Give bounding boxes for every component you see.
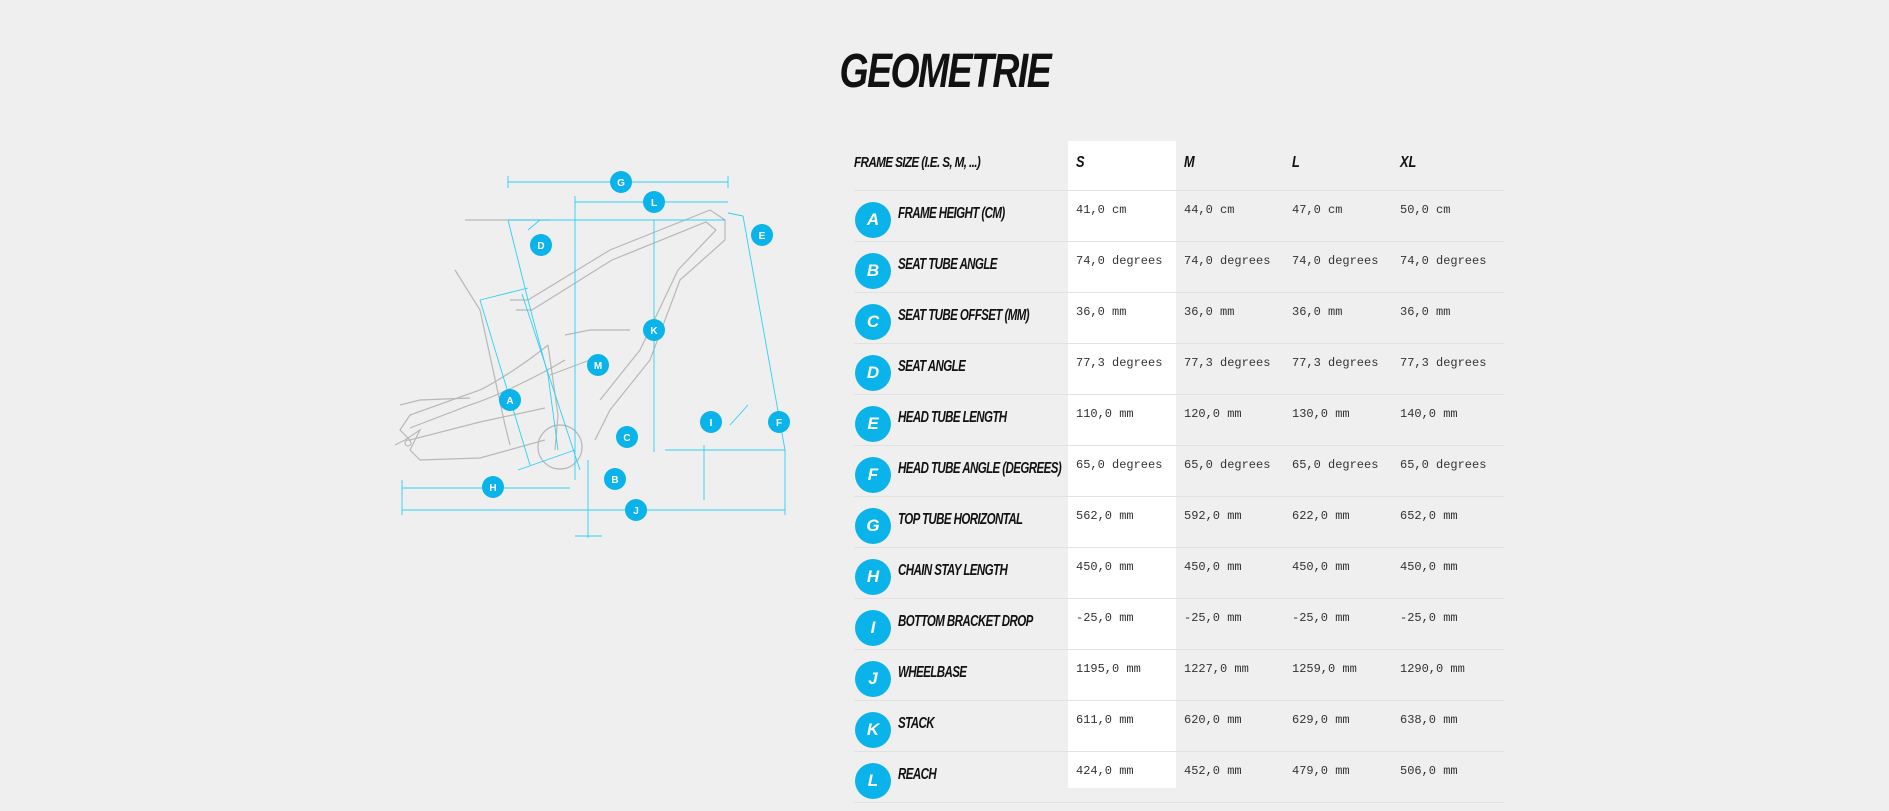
size-header-xl: XL [1400,154,1417,171]
row-letter-badge: F [855,457,891,493]
row-letter-badge: E [855,406,891,442]
value-xl: 74,0 degrees [1400,254,1487,268]
value-m: 120,0 mm [1184,407,1242,421]
row-letter-badge: C [855,304,891,340]
row-letter-badge: G [855,508,891,544]
frame-outline [395,210,725,469]
value-s: 36,0 mm [1076,305,1127,319]
row-label: SEAT ANGLE [898,358,966,375]
value-s: 1195,0 mm [1076,662,1141,676]
svg-text:B: B [611,475,619,486]
size-header-l: L [1292,154,1300,171]
frame-geometry-diagram [380,160,840,560]
value-l: 65,0 degrees [1292,458,1379,472]
frame-size-header: FRAME SIZE (I.E. S, M, ...) [854,154,981,171]
value-s: 562,0 mm [1076,509,1134,523]
svg-text:M: M [593,361,603,372]
value-m: -25,0 mm [1184,611,1242,625]
badge-i [700,411,722,433]
badge-c [616,426,638,448]
value-s: 74,0 degrees [1076,254,1163,268]
value-s: 611,0 mm [1076,713,1134,727]
svg-text:I: I [709,418,713,429]
value-s: 77,3 degrees [1076,356,1163,370]
value-l: 74,0 degrees [1292,254,1379,268]
value-l: -25,0 mm [1292,611,1350,625]
row-label: SEAT TUBE OFFSET (MM) [898,307,1030,324]
value-m: 74,0 degrees [1184,254,1271,268]
table-row [854,191,1504,242]
svg-text:K: K [650,326,658,337]
row-label: CHAIN STAY LENGTH [898,562,1008,579]
value-l: 450,0 mm [1292,560,1350,574]
table-row [854,395,1504,446]
value-m: 44,0 cm [1184,203,1235,217]
svg-text:H: H [489,483,497,494]
svg-text:F: F [775,418,783,429]
row-label: STACK [898,715,934,732]
value-s: -25,0 mm [1076,611,1134,625]
value-s: 424,0 mm [1076,764,1134,778]
value-xl: -25,0 mm [1400,611,1458,625]
value-xl: 652,0 mm [1400,509,1458,523]
svg-text:C: C [623,433,631,444]
value-m: 452,0 mm [1184,764,1242,778]
row-label: HEAD TUBE LENGTH [898,409,1007,426]
row-label: TOP TUBE HORIZONTAL [898,511,1023,528]
table-row [854,344,1504,395]
row-label: WHEELBASE [898,664,967,681]
table-row [854,497,1504,548]
table-header-row [854,141,1504,191]
table-row [854,599,1504,650]
badge-k [643,319,665,341]
value-l: 1259,0 mm [1292,662,1357,676]
row-label: HEAD TUBE ANGLE (DEGREES) [898,460,1062,477]
value-s: 65,0 degrees [1076,458,1163,472]
value-l: 77,3 degrees [1292,356,1379,370]
row-letter-badge: I [855,610,891,646]
value-m: 592,0 mm [1184,509,1242,523]
value-m: 65,0 degrees [1184,458,1271,472]
row-label: SEAT TUBE ANGLE [898,256,997,273]
svg-text:E: E [758,231,766,242]
row-letter-badge: B [855,253,891,289]
value-m: 36,0 mm [1184,305,1235,319]
row-letter-badge: A [855,202,891,238]
table-row [854,752,1504,803]
table-row [854,650,1504,701]
row-letter-badge: L [855,763,891,799]
badge-h [482,476,504,498]
table-row [854,242,1504,293]
row-label: BOTTOM BRACKET DROP [898,613,1033,630]
value-s: 110,0 mm [1076,407,1134,421]
row-letter-badge: H [855,559,891,595]
value-l: 47,0 cm [1292,203,1343,217]
badge-d [530,234,552,256]
badge-g [610,171,632,193]
svg-text:G: G [617,178,625,189]
value-l: 130,0 mm [1292,407,1350,421]
bike-frame-svg [380,160,840,560]
row-label: REACH [898,766,937,783]
badge-m [587,354,609,376]
value-l: 36,0 mm [1292,305,1343,319]
value-xl: 77,3 degrees [1400,356,1487,370]
value-s: 41,0 cm [1076,203,1127,217]
value-l: 622,0 mm [1292,509,1350,523]
size-header-s: S [1076,154,1085,171]
badge-l [643,191,665,213]
svg-text:L: L [650,198,658,209]
value-xl: 506,0 mm [1400,764,1458,778]
value-m: 620,0 mm [1184,713,1242,727]
svg-text:A: A [506,396,514,407]
value-xl: 638,0 mm [1400,713,1458,727]
row-letter-badge: J [855,661,891,697]
page-title: GEOMETRIE [839,45,1051,98]
table-row [854,701,1504,752]
geometry-table [854,141,1504,803]
badge-f [768,411,790,433]
value-s: 450,0 mm [1076,560,1134,574]
value-m: 77,3 degrees [1184,356,1271,370]
value-l: 479,0 mm [1292,764,1350,778]
badge-a [499,389,521,411]
value-xl: 36,0 mm [1400,305,1451,319]
table-row [854,446,1504,497]
value-xl: 65,0 degrees [1400,458,1487,472]
value-m: 1227,0 mm [1184,662,1249,676]
badge-b [604,468,626,490]
value-xl: 140,0 mm [1400,407,1458,421]
badge-j [625,499,647,521]
table-row [854,548,1504,599]
value-l: 629,0 mm [1292,713,1350,727]
value-xl: 50,0 cm [1400,203,1451,217]
value-xl: 1290,0 mm [1400,662,1465,676]
row-letter-badge: K [855,712,891,748]
badge-e [751,224,773,246]
value-m: 450,0 mm [1184,560,1242,574]
svg-text:D: D [537,241,545,252]
row-letter-badge: D [855,355,891,391]
dimension-badges [482,171,790,521]
size-header-m: M [1184,154,1195,171]
svg-text:J: J [633,506,639,517]
row-label: FRAME HEIGHT (CM) [898,205,1005,222]
table-row [854,293,1504,344]
value-xl: 450,0 mm [1400,560,1458,574]
